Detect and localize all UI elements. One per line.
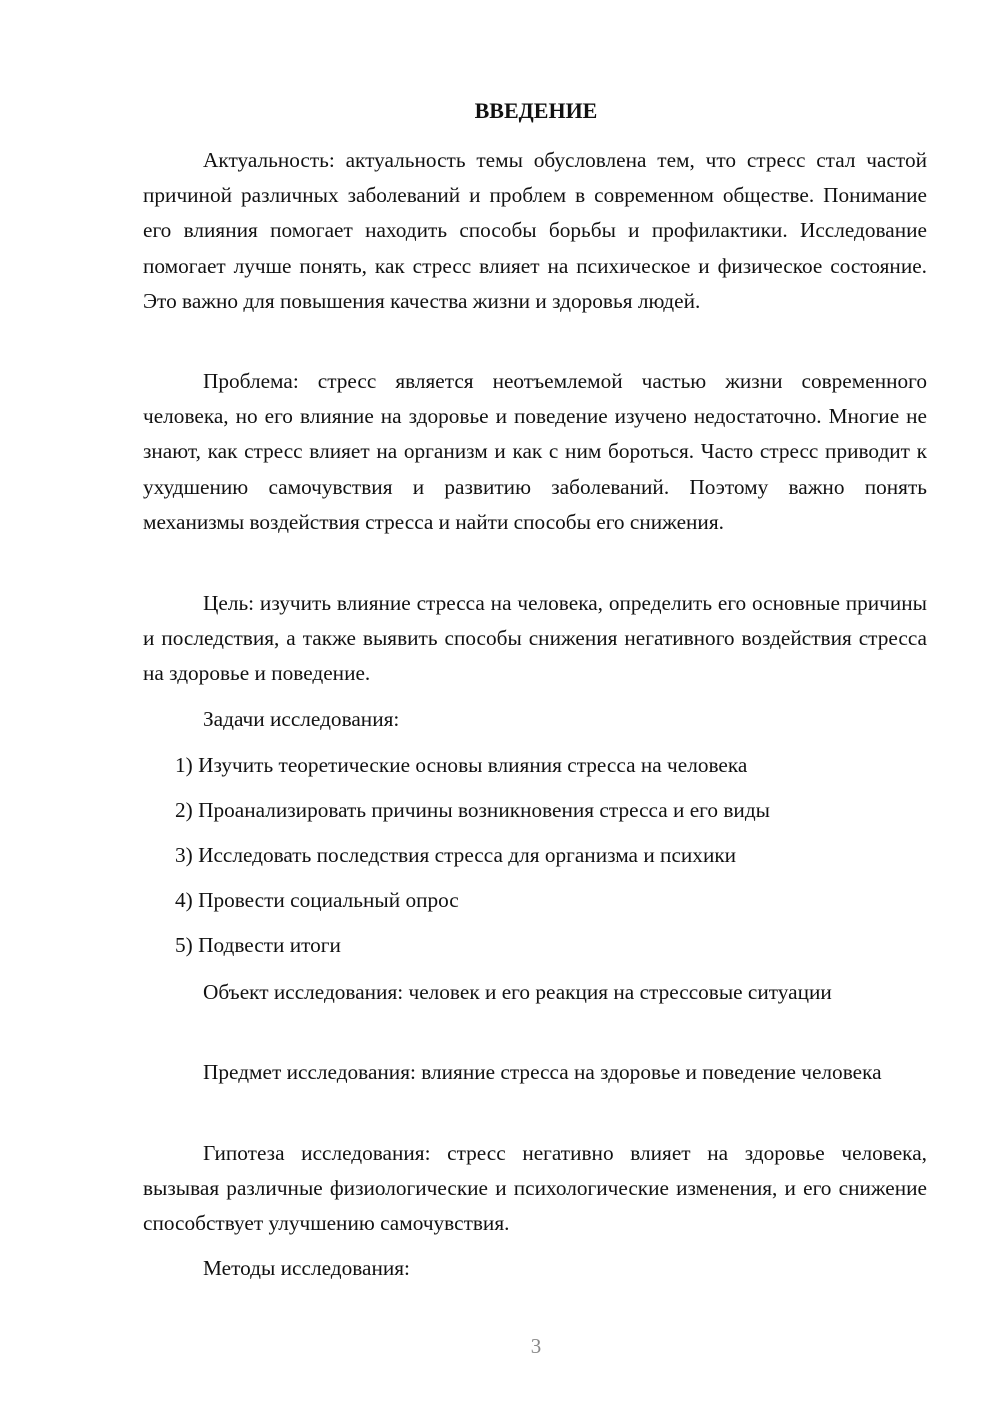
task-item: 1) Изучить теоретические основы влияния стресса на человека [175,753,748,777]
paragraph-goal: Цель: изучить влияние стресса на человека, определить его основные причины и последствия, а также выявить способы снижения негативного воздействия стресса на здоровье и поведение. [143,591,927,686]
task-item: 2) Проанализировать причины возникновения стресса и его виды [175,798,770,822]
paragraph-tasks-heading: Задачи исследования: [203,707,400,731]
paragraph-subject: Предмет исследования: влияние стресса на здоровье и поведение человека [203,1060,882,1084]
paragraph-hypothesis: Гипотеза исследования: стресс негативно влияет на здоровье человека, вызывая различные физиологические и психологические изменения, и его снижение способствует улучшению самочувствия. [143,1141,927,1236]
task-item: 4) Провести социальный опрос [175,888,459,912]
page-number: 3 [530,1334,542,1358]
task-item: 5) Подвести итоги [175,933,341,957]
paragraph-relevance: Актуальность: актуальность темы обусловлена тем, что стресс стал частой причиной различных заболеваний и проблем в современном обществе. Понимание его влияния помогает находить способы борьбы и профилактики. Исследование помогает лучше понять, как стресс влияет на психическое и физическое состояние. Это важно для повышения качества жизни и здоровья людей. [143,148,927,313]
paragraph-object: Объект исследования: человек и его реакция на стрессовые ситуации [203,980,832,1004]
section-title: ВВЕДЕНИЕ [474,98,598,123]
paragraph-problem: Проблема: стресс является неотъемлемой частью жизни современного человека, но его влияние на здоровье и поведение изучено недостаточно. Многие не знают, как стресс влияет на организм и как с ним бороться. Часто стресс приводит к ухудшению самочувствия и развитию заболеваний. Поэтому важно понять механизмы воздействия стресса и найти способы его снижения. [143,369,927,534]
task-item: 3) Исследовать последствия стресса для организма и психики [175,843,737,867]
paragraph-methods: Методы исследования: [203,1256,410,1280]
